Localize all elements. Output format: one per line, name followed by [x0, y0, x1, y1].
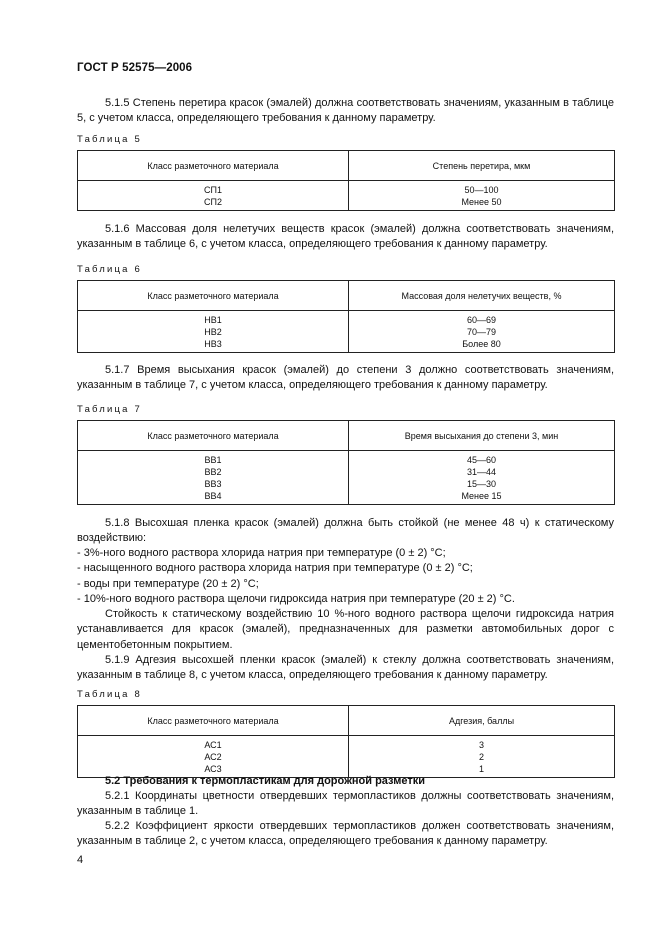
- table-row-value: 1: [349, 763, 615, 778]
- clause-5-1-9: 5.1.9 Адгезия высохшей пленки красок (эмалей) к стеклу должна соответствовать значениям, указанным в таблице 8, с учетом класса, определяющего требования к данному параметру.: [77, 654, 614, 682]
- list-item: - 3%-ного водного раствора хлорида натрия при температуре (0 ± 2) °С;: [77, 547, 446, 559]
- table-row-value: 2: [349, 751, 615, 763]
- table-row-value: 31—44: [349, 466, 615, 478]
- table-5-header-value: Степень перетира, мкм: [349, 151, 615, 181]
- clause-5-1-6: 5.1.6 Массовая доля нелетучих веществ красок (эмалей) должна соответствовать значениям, указанным в таблице 6, с учетом класса, определяющего требования к данному параметру.: [77, 223, 614, 251]
- table-6-caption: Таблица 6: [77, 264, 142, 275]
- table-7-header-value: Время высыхания до степени 3, мин: [349, 421, 615, 451]
- table-6-header-value: Массовая доля нелетучих веществ, %: [349, 281, 615, 311]
- clause-5-1-8-list: [77, 546, 614, 607]
- clause-5-1-8: 5.1.8 Высохшая пленка красок (эмалей) должна быть стойкой (не менее 48 ч) к статическому воздействию:: [77, 517, 614, 545]
- table-row-class: ВВ3: [78, 478, 349, 490]
- table-5: [77, 150, 615, 211]
- clause-5-1-7: 5.1.7 Время высыхания красок (эмалей) до степени 3 должно соответствовать значениям, указанным в таблице 7, с учетом класса, определяющего требования к данному параметру.: [77, 364, 614, 392]
- table-row-class: АС3: [78, 763, 349, 778]
- table-5-header-class: Класс разметочного материала: [78, 151, 349, 181]
- table-row-value: Более 80: [349, 338, 615, 353]
- clause-5-1-5: 5.1.5 Степень перетира красок (эмалей) должна соответствовать значениям, указанным в таблице 5, с учетом класса, определяющего требования к данному параметру.: [77, 97, 614, 125]
- list-item: - воды при температуре (20 ± 2) °С;: [77, 577, 259, 590]
- table-row-class: АС2: [78, 751, 349, 763]
- table-7-caption: Таблица 7: [77, 404, 142, 415]
- table-row-value: 50—100: [349, 181, 615, 197]
- table-row-class: ВВ1: [78, 451, 349, 467]
- table-row-class: АС1: [78, 736, 349, 752]
- table-row-class: ВВ4: [78, 490, 349, 505]
- table-5-caption: Таблица 5: [77, 134, 142, 145]
- document-header: ГОСТ Р 52575—2006: [77, 62, 193, 74]
- table-8-header-class: Класс разметочного материала: [78, 706, 349, 736]
- clause-5-2-2: 5.2.2 Коэффициент яркости отвердевших термопластиков должен соответствовать значениям, указанным в таблице 2, с учетом класса, определяющего требования к данному параметру.: [77, 820, 614, 848]
- table-8-header-value: Адгезия, баллы: [349, 706, 615, 736]
- table-row-value: 70—79: [349, 326, 615, 338]
- table-8-caption: Таблица 8: [77, 689, 142, 700]
- table-row-class: ВВ2: [78, 466, 349, 478]
- table-row-value: Менее 15: [349, 490, 615, 505]
- clause-5-2-1: 5.2.1 Координаты цветности отвердевших термопластиков должны соответствовать значениям, указанным в таблице 1.: [77, 790, 614, 818]
- table-row-class: СП2: [78, 196, 349, 211]
- table-row-class: СП1: [78, 181, 349, 197]
- table-row-value: 45—60: [349, 451, 615, 467]
- table-7: [77, 420, 615, 505]
- table-row-value: 60—69: [349, 311, 615, 327]
- table-row-value: 3: [349, 736, 615, 752]
- table-6-header-class: Класс разметочного материала: [78, 281, 349, 311]
- table-row-class: НВ2: [78, 326, 349, 338]
- clause-5-1-8-note: Стойкость к статическому воздействию 10 %-ного водного раствора щелочи гидроксида натрия устанавливается для красок (эмалей), предназначенных для разметки автомобильных дорог с цементобетонным покрытием.: [77, 608, 614, 651]
- table-7-header-class: Класс разметочного материала: [78, 421, 349, 451]
- table-row-value: Менее 50: [349, 196, 615, 211]
- table-row-value: 15—30: [349, 478, 615, 490]
- table-8: [77, 705, 615, 778]
- page-number: 4: [77, 854, 84, 866]
- section-5-2-heading: 5.2 Требования к термопластикам для дорожной разметки: [105, 775, 426, 787]
- table-row-class: НВ1: [78, 311, 349, 327]
- list-item: - насыщенного водного раствора хлорида натрия при температуре (0 ± 2) °С;: [77, 562, 473, 575]
- table-6: [77, 280, 615, 353]
- table-row-class: НВ3: [78, 338, 349, 353]
- list-item: - 10%-ного водного раствора щелочи гидроксида натрия при температуре (20 ± 2) °С.: [77, 592, 515, 605]
